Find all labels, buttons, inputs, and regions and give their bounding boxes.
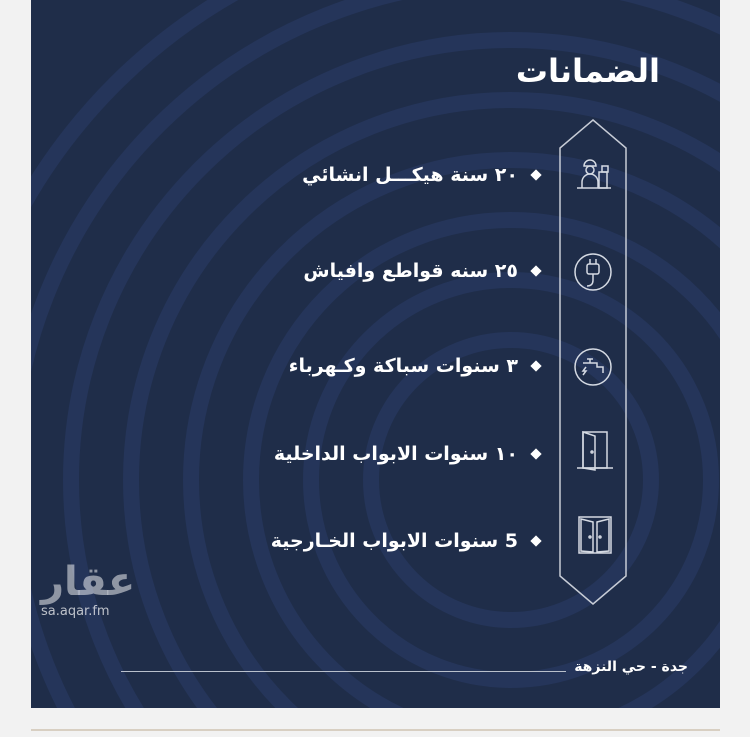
warranty-item-text: 5 سنوات الابواب الخـارجية [270,530,518,552]
electric-plug-icon [571,250,615,294]
warranty-item [271,530,540,552]
bullet-diamond [530,265,541,276]
watermark-url: sa.aqar.fm [41,604,110,619]
page-title: الضمانات [515,52,660,90]
watermark-logo: عقار [41,559,136,605]
warranty-item-text: ٢٥ سنه قواطع وافياش [303,260,518,282]
footer-divider [121,671,566,672]
warranty-item [302,164,540,186]
interior-door-icon [573,428,617,472]
warranty-item-text: ٣ سنوات سباكة وكـهرباء [288,355,518,377]
aqar-watermark [41,559,136,619]
construction-worker-icon [571,150,615,194]
plumbing-electric-icon [571,345,615,389]
warranty-item [303,260,540,282]
bullet-diamond [530,448,541,459]
exterior-door-icon [573,513,617,557]
warranty-item [274,443,540,465]
bullet-diamond [530,360,541,371]
bottom-divider [31,729,720,731]
bullet-diamond [530,535,541,546]
warranty-item-text: ١٠ سنوات الابواب الداخلية [273,443,518,465]
warranty-item-text: ٢٠ سنة هيكـــل انشائي [302,164,518,186]
warranty-item [289,355,540,377]
bottom-strip [31,708,720,737]
bullet-diamond [530,169,541,180]
warranty-card [31,0,720,708]
location-label: جدة - حي النزهة [574,659,688,675]
